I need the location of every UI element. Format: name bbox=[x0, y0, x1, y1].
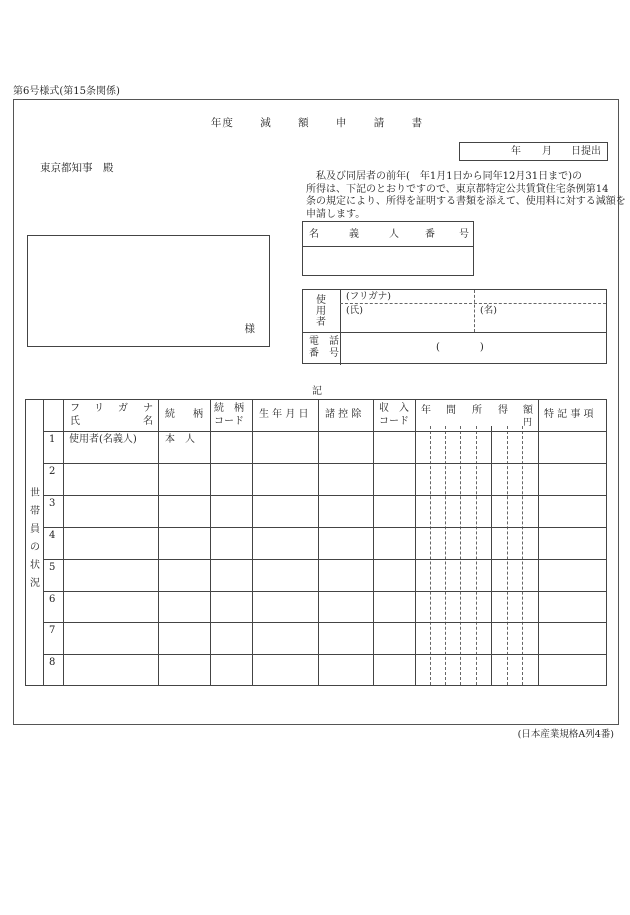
surname-label: (氏) bbox=[346, 305, 363, 316]
row-line bbox=[43, 622, 606, 623]
furigana-label: (フリガナ) bbox=[346, 291, 391, 302]
row-number: 1 bbox=[49, 434, 56, 445]
phone-label: 番 号 bbox=[309, 348, 339, 359]
user-info-box bbox=[302, 289, 607, 364]
col-line bbox=[210, 400, 211, 685]
side-label-char: 況 bbox=[30, 578, 40, 589]
income-digit-dash bbox=[522, 426, 523, 685]
registration-number-box[interactable] bbox=[302, 221, 474, 276]
phone-label: 電 話 bbox=[309, 336, 339, 347]
user-label-char: 用 bbox=[316, 306, 326, 317]
header-income-char: 年 bbox=[421, 405, 431, 416]
header-relation-char: 柄 bbox=[193, 409, 203, 420]
side-label-char: 状 bbox=[30, 560, 40, 571]
user-label-char: 使 bbox=[316, 295, 326, 306]
col-line bbox=[158, 400, 159, 685]
registration-number-header bbox=[303, 222, 473, 247]
phone-input[interactable]: ( ) bbox=[436, 342, 484, 353]
title-nendo: 年度 bbox=[210, 117, 234, 129]
request-line: 所得は、下記のとおりですので、東京都特定公共賃貸住宅条例第14 bbox=[306, 183, 609, 195]
title-char: 額 bbox=[298, 117, 310, 129]
header-furigana-char: ナ bbox=[143, 403, 153, 414]
furigana-dash bbox=[340, 303, 606, 304]
name-split-dash bbox=[474, 290, 475, 332]
row-line bbox=[63, 431, 606, 432]
header-income-char: 所 bbox=[472, 405, 482, 416]
row-number: 4 bbox=[49, 530, 56, 541]
header-name-char: 名 bbox=[143, 416, 153, 427]
row-number: 2 bbox=[49, 466, 56, 477]
user-label-char: 者 bbox=[316, 317, 326, 328]
sama-label: 様 bbox=[244, 322, 255, 335]
given-name-label: (名) bbox=[480, 305, 497, 316]
row-line bbox=[43, 527, 606, 528]
ki-label: 記 bbox=[312, 386, 322, 397]
header-income-char: 額 bbox=[523, 405, 533, 416]
applicant-name-box[interactable] bbox=[27, 235, 270, 347]
footer-standard: (日本産業規格A列4番) bbox=[517, 729, 614, 740]
title-char: 書 bbox=[411, 117, 424, 129]
income-digit-dash bbox=[507, 426, 508, 685]
side-label-char: 員 bbox=[30, 524, 40, 535]
row-line bbox=[43, 463, 606, 464]
header-furigana-char: ガ bbox=[118, 403, 128, 414]
header-relation-code: コード bbox=[214, 416, 244, 427]
row-number: 8 bbox=[49, 657, 56, 668]
header-deductions: 諸 控 除 bbox=[325, 409, 362, 420]
reg-header-char: 号 bbox=[459, 229, 469, 240]
row-line bbox=[43, 431, 63, 432]
reg-header-char: 人 bbox=[389, 229, 399, 240]
form-frame bbox=[13, 99, 626, 725]
income-digit-dash bbox=[476, 426, 477, 685]
header-birthdate: 生 年 月 日 bbox=[259, 409, 309, 420]
row-number: 7 bbox=[49, 625, 56, 636]
row-line bbox=[43, 591, 606, 592]
header-relation-code: 続 柄 bbox=[214, 403, 244, 414]
row-number: 6 bbox=[49, 594, 56, 605]
header-remarks: 特 記 事 項 bbox=[544, 409, 594, 420]
header-income-code: 収 入 bbox=[379, 403, 409, 414]
side-label-char: 世 bbox=[30, 488, 40, 499]
header-income-code: コード bbox=[379, 416, 409, 427]
form-label: 第6号様式(第15条関係) bbox=[13, 86, 120, 97]
col-line bbox=[318, 400, 319, 685]
header-yen: 円 bbox=[523, 418, 533, 428]
col-line bbox=[252, 400, 253, 685]
user-phone-divider bbox=[303, 332, 606, 333]
header-relation-char: 続 bbox=[165, 409, 175, 420]
header-furigana-char: リ bbox=[94, 403, 104, 414]
request-line: 私及び同居者の前年( 年1月1日から同年12月31日まで)の bbox=[306, 171, 582, 182]
date-year-label: 年 bbox=[511, 146, 521, 157]
title-char: 申 bbox=[335, 117, 348, 129]
title-char: 減 bbox=[260, 117, 272, 129]
form-title bbox=[14, 118, 620, 129]
request-line: 条の規定により、所得を証明する書類を添えて、使用料に対する減額を bbox=[306, 196, 626, 207]
row1-name-cell[interactable]: 使用者(名義人) bbox=[69, 434, 137, 445]
request-statement bbox=[306, 171, 626, 221]
header-name-char: 氏 bbox=[70, 416, 80, 427]
header-income-char: 得 bbox=[498, 405, 508, 416]
row-line bbox=[43, 495, 606, 496]
household-table bbox=[25, 399, 607, 686]
row1-relation-cell[interactable]: 本 人 bbox=[165, 434, 195, 445]
title-char: 請 bbox=[373, 117, 386, 129]
row-number: 3 bbox=[49, 498, 56, 509]
header-furigana-char: フ bbox=[70, 403, 80, 414]
header-income-char: 間 bbox=[446, 405, 456, 416]
row-line bbox=[43, 654, 606, 655]
col-line bbox=[415, 400, 416, 685]
reg-header-char: 義 bbox=[349, 229, 359, 240]
col-line bbox=[373, 400, 374, 685]
date-month-label: 月 bbox=[542, 146, 552, 157]
request-line: 申請します。 bbox=[306, 208, 366, 220]
reg-header-char: 番 bbox=[425, 229, 435, 240]
income-digit-line bbox=[491, 426, 492, 685]
col-line bbox=[538, 400, 539, 685]
col-line bbox=[43, 400, 44, 685]
row-number: 5 bbox=[49, 562, 56, 573]
side-label-char: 帯 bbox=[30, 506, 40, 517]
income-digit-dash bbox=[445, 426, 446, 685]
side-label-char: の bbox=[30, 542, 40, 553]
submission-date-box[interactable] bbox=[459, 142, 608, 161]
date-day-label: 日提出 bbox=[571, 146, 601, 157]
income-digit-dash bbox=[430, 426, 431, 685]
user-label-divider bbox=[340, 290, 341, 365]
income-digit-dash bbox=[460, 426, 461, 685]
row-line bbox=[43, 559, 606, 560]
col-line bbox=[63, 400, 64, 685]
addressee: 東京都知事 殿 bbox=[40, 162, 114, 174]
reg-header-char: 名 bbox=[309, 229, 319, 240]
